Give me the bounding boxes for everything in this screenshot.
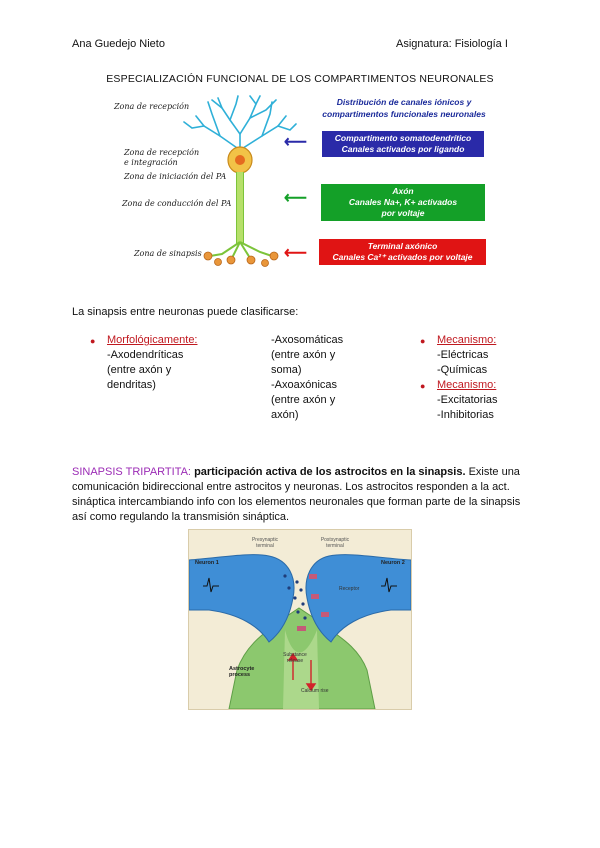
page-title: ESPECIALIZACIÓN FUNCIONAL DE LOS COMPARTIMENTOS NEURONALES — [106, 73, 494, 85]
axon-box — [321, 184, 485, 221]
figure-heading-line2: compartimentos funcionales neuronales — [322, 109, 486, 119]
tripartite-figure — [188, 529, 412, 710]
author-name: Ana Guedejo Nieto — [72, 38, 165, 50]
axon-line1: Axón — [392, 186, 414, 196]
bullet-icon: ● — [420, 381, 426, 391]
tripartite-label: SINAPSIS TRIPARTITA: — [72, 466, 191, 478]
nucleus — [235, 155, 245, 165]
astrocyte-label: Astrocyte process — [229, 666, 255, 678]
column-mechanism — [420, 333, 498, 423]
zone-synapse: Zona de sinapsis — [134, 249, 202, 258]
tripartite-line: así como regulando la transmisión sináptica. — [72, 511, 290, 523]
mechanism-line: -Inhibitorias — [437, 409, 494, 421]
morphology-line: (entre axón y — [107, 364, 172, 376]
mechanism-heading-1: Mecanismo: — [437, 334, 497, 346]
figure-heading-line1: Distribución de canales iónicos y — [336, 97, 472, 107]
sinapsis-intro: La sinapsis entre neuronas puede clasificarse: — [72, 306, 299, 318]
calcium-label: Calcium rise — [301, 688, 329, 694]
neuron2-label: Neuron 2 — [381, 560, 405, 566]
dendrites — [184, 96, 296, 150]
axo-line: soma) — [271, 364, 302, 376]
somatodendritic-line1: Compartimento somatodendrítico — [334, 133, 472, 143]
bullet-icon: ● — [90, 336, 96, 346]
terminal-line2: Canales Ca²⁺ activados por voltaje — [332, 252, 473, 262]
axon-terminals — [210, 242, 272, 258]
morphology-heading: Morfológicamente: — [107, 334, 198, 346]
substance-label: Substance release — [283, 652, 307, 664]
tripartite-rest: Existe una — [468, 466, 520, 478]
axon-line3: por voltaje — [381, 208, 425, 218]
axo-line: (entre axón y — [271, 394, 336, 406]
zone-reception-integration-1: Zona de recepción — [124, 148, 200, 157]
mechanism-line: -Químicas — [437, 364, 488, 376]
somatodendritic-box — [322, 131, 484, 157]
morphology-line: -Axodendríticas — [107, 349, 184, 361]
figure-heading — [304, 96, 504, 120]
mechanism-line: -Excitatorias — [437, 394, 498, 406]
axo-line: axón) — [271, 409, 299, 421]
zone-reception: Zona de recepción — [114, 102, 190, 111]
arrow-left-blue-icon: ⟵ — [284, 134, 307, 151]
presynaptic-label: Presynaptic terminal — [251, 537, 279, 549]
terminal-box — [319, 239, 486, 265]
tripartite-illustration — [189, 530, 411, 709]
somatodendritic-line2: Canales activados por ligando — [341, 144, 465, 154]
zone-conduction: Zona de conducción del PA — [122, 199, 232, 208]
zone-initiation: Zona de iniciación del PA — [124, 172, 227, 181]
arrow-left-green-icon: ⟵ — [284, 190, 307, 207]
bullet-icon: ● — [420, 336, 426, 346]
axo-line: -Axosomáticas — [271, 334, 344, 346]
column-morphology — [90, 333, 198, 393]
neuron1-label: Neuron 1 — [195, 560, 219, 566]
postsynaptic-label: Postsynaptic terminal — [320, 537, 350, 549]
tripartite-paragraph — [72, 465, 542, 525]
morphology-line: dendritas) — [107, 379, 156, 391]
terminal-line1: Terminal axónico — [367, 241, 438, 251]
column-axo-types — [271, 333, 343, 423]
tripartite-bold: participación activa de los astrocitos en la sinapsis. — [194, 466, 466, 478]
axon-line2: Canales Na+, K+ activados — [348, 197, 458, 207]
subject-name: Asignatura: Fisiología I — [396, 38, 508, 50]
zone-reception-integration-2: e integración — [124, 158, 178, 167]
tripartite-line: comunicación bidireccional entre astrocitos y neuronas. Los astrocitos responden a la act. — [72, 481, 510, 493]
mechanism-heading-2: Mecanismo: — [437, 379, 497, 391]
receptor-label: Receptor — [339, 586, 360, 592]
axo-line: (entre axón y — [271, 349, 336, 361]
axo-line: -Axoaxónicas — [271, 379, 338, 391]
arrow-left-red-icon: ⟵ — [284, 245, 307, 262]
tripartite-line: sináptica intercambiando info con los elementos neuronales que forman parte de la sinapsis — [72, 496, 521, 508]
mechanism-line: -Eléctricas — [437, 349, 489, 361]
